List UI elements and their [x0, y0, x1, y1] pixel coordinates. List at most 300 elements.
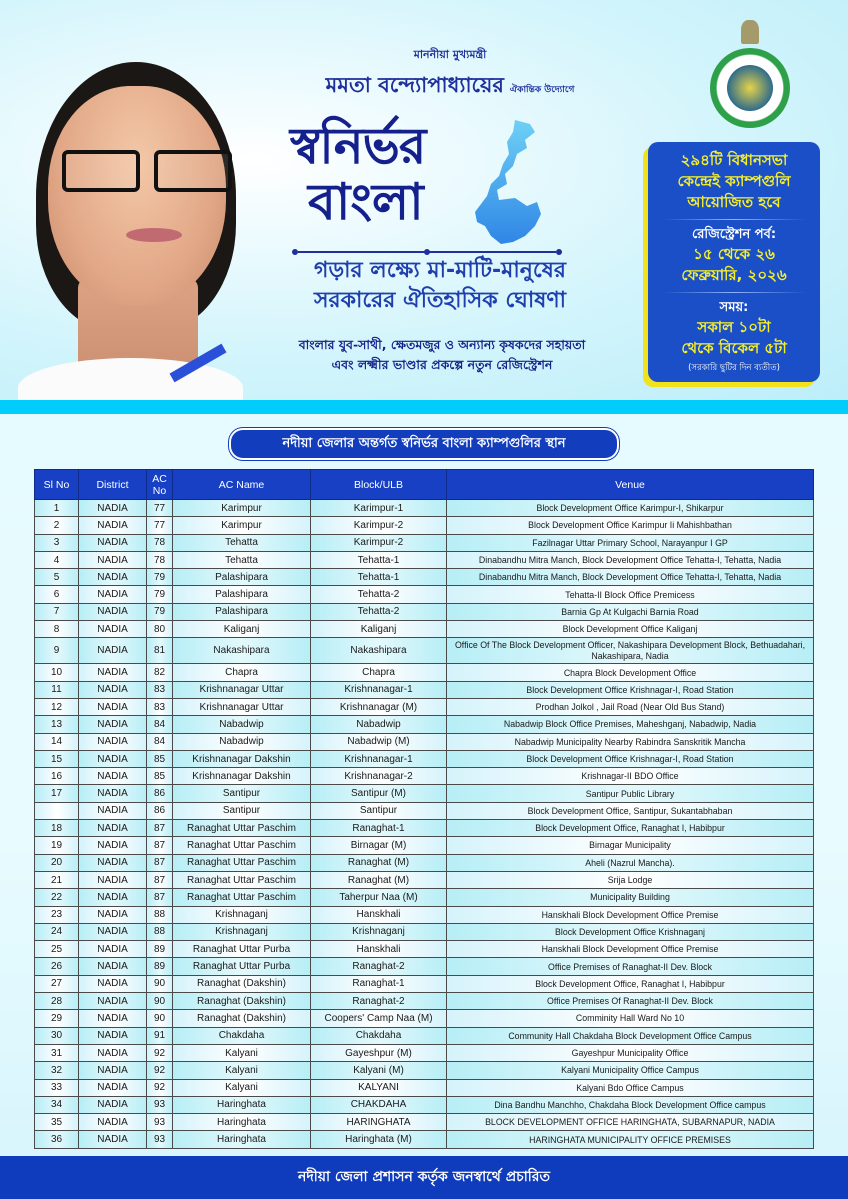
cell-ac-name: Karimpur [173, 517, 311, 534]
table-row [35, 733, 814, 750]
cell-ac-no: 92 [147, 1062, 173, 1079]
table-row [35, 603, 814, 620]
table-row [35, 975, 814, 992]
cell-ac-name: Santipur [173, 802, 311, 819]
table-row [35, 551, 814, 568]
table-row [35, 1096, 814, 1113]
ashoka-lion-icon [741, 20, 759, 44]
cell-ac-no: 87 [147, 889, 173, 906]
cell-district: NADIA [79, 1010, 147, 1027]
footer-credit: নদীয়া জেলা প্রশাসন কর্তৃক জনস্বার্থে প্রচারিত [0, 1156, 848, 1199]
cell-sl-no: 23 [35, 906, 79, 923]
cell-block: Karimpur-2 [311, 517, 447, 534]
cell-ac-no: 78 [147, 534, 173, 551]
cell-ac-name: Haringhata [173, 1131, 311, 1148]
table-row [35, 958, 814, 975]
cell-ac-no: 81 [147, 638, 173, 664]
cell-sl-no: 26 [35, 958, 79, 975]
cell-sl-no: 16 [35, 768, 79, 785]
cell-venue: Nabadwip Municipality Nearby Rabindra Sanskritik Mancha [447, 733, 814, 750]
header-ac-no: AC No [147, 470, 173, 500]
header-venue: Venue [447, 470, 814, 500]
cell-ac-no: 85 [147, 768, 173, 785]
cell-district: NADIA [79, 802, 147, 819]
cell-district: NADIA [79, 716, 147, 733]
cell-ac-no: 77 [147, 517, 173, 534]
cell-ac-no: 89 [147, 958, 173, 975]
table-row [35, 871, 814, 888]
table-row [35, 569, 814, 586]
cell-ac-no: 79 [147, 569, 173, 586]
cell-sl-no: 13 [35, 716, 79, 733]
cell-sl-no: 36 [35, 1131, 79, 1148]
cell-block: Karimpur-2 [311, 534, 447, 551]
slogan-line-2: সরকারের ঐতিহাসিক ঘোষণা [313, 288, 567, 313]
cell-district: NADIA [79, 975, 147, 992]
cell-ac-name: Krishnanagar Dakshin [173, 750, 311, 767]
cell-sl-no: 32 [35, 1062, 79, 1079]
table-row [35, 586, 814, 603]
cell-ac-name: Ranaghat (Dakshin) [173, 1010, 311, 1027]
table-row [35, 768, 814, 785]
header-ac-name: AC Name [173, 470, 311, 500]
cell-sl-no: 6 [35, 586, 79, 603]
cell-venue: Krishnagar-II BDO Office [447, 768, 814, 785]
cell-block: Hanskhali [311, 906, 447, 923]
cell-district: NADIA [79, 923, 147, 940]
cell-ac-name: Palashipara [173, 569, 311, 586]
cell-sl-no: 30 [35, 1027, 79, 1044]
title-block [250, 46, 650, 104]
table-row [35, 681, 814, 698]
cell-sl-no: 8 [35, 621, 79, 638]
cell-block: Taherpur Naa (M) [311, 889, 447, 906]
separator [662, 292, 806, 293]
table-row [35, 750, 814, 767]
cell-sl-no: 33 [35, 1079, 79, 1096]
cell-ac-no: 91 [147, 1027, 173, 1044]
cell-venue: Dinabandhu Mitra Manch, Block Development Office Tehatta-I, Tehatta, Nadia [447, 569, 814, 586]
cell-ac-no: 86 [147, 802, 173, 819]
cell-sl-no: 7 [35, 603, 79, 620]
glasses-icon [62, 150, 242, 194]
table-row [35, 993, 814, 1010]
table-row [35, 638, 814, 664]
cell-block: Kalyani (M) [311, 1062, 447, 1079]
cell-sl-no: 21 [35, 871, 79, 888]
table-row [35, 923, 814, 940]
cell-ac-no: 92 [147, 1079, 173, 1096]
cell-district: NADIA [79, 1131, 147, 1148]
header-sl-no: Sl No [35, 470, 79, 500]
cell-ac-name: Kalyani [173, 1079, 311, 1096]
cell-venue: Prodhan Jolkol , Jail Road (Near Old Bus Stand) [447, 698, 814, 715]
table-row [35, 621, 814, 638]
cell-ac-no: 84 [147, 716, 173, 733]
cell-ac-name: Tehatta [173, 551, 311, 568]
cell-ac-no: 79 [147, 586, 173, 603]
table-row [35, 802, 814, 819]
cell-district: NADIA [79, 871, 147, 888]
cell-venue: Santipur Public Library [447, 785, 814, 802]
ornament-divider [292, 249, 562, 255]
brand-line-1: স্বনির্ভর [290, 117, 426, 175]
table-row [35, 1027, 814, 1044]
cell-ac-no: 92 [147, 1044, 173, 1061]
registration-dates-1: ১৫ থেকে ২৬ [693, 245, 775, 263]
west-bengal-map-icon [455, 118, 545, 248]
cell-block: Chakdaha [311, 1027, 447, 1044]
cell-ac-name: Ranaghat Uttar Purba [173, 958, 311, 975]
table-row [35, 906, 814, 923]
cell-sl-no: 24 [35, 923, 79, 940]
cell-venue: Community Hall Chakdaha Block Development Office Campus [447, 1027, 814, 1044]
header-district: District [79, 470, 147, 500]
cell-sl-no: 19 [35, 837, 79, 854]
cell-venue: Gayeshpur Municipality Office [447, 1044, 814, 1061]
cell-venue: Block Development Office Krishnaganj [447, 923, 814, 940]
cell-ac-name: Chapra [173, 664, 311, 681]
cell-district: NADIA [79, 681, 147, 698]
cell-block: Nabadwip [311, 716, 447, 733]
govt-emblem-icon [705, 20, 795, 120]
cell-block: Coopers' Camp Naa (M) [311, 1010, 447, 1027]
cell-sl-no: 9 [35, 638, 79, 664]
cell-block: Tehatta-2 [311, 586, 447, 603]
cell-block: Birnagar (M) [311, 837, 447, 854]
cell-block: Gayeshpur (M) [311, 1044, 447, 1061]
cell-ac-name: Ranaghat Uttar Paschim [173, 854, 311, 871]
cell-district: NADIA [79, 621, 147, 638]
cell-sl-no [35, 802, 79, 819]
cell-district: NADIA [79, 1062, 147, 1079]
cell-venue: HARINGHATA MUNICIPALITY OFFICE PREMISES [447, 1131, 814, 1148]
table-row [35, 517, 814, 534]
cell-ac-name: Santipur [173, 785, 311, 802]
cm-name: মমতা বন্দ্যোপাধ্যায়ের [325, 73, 504, 97]
cell-block: HARINGHATA [311, 1114, 447, 1131]
cell-sl-no: 20 [35, 854, 79, 871]
subtext-line-2: এবং লক্ষ্মীর ভাণ্ডার প্রকল্পে নতুন রেজিস্ট্রেশন [331, 357, 553, 372]
cell-venue: Kalyani Bdo Office Campus [447, 1079, 814, 1096]
cell-venue: Block Development Office Karimpur Ii Mahishbathan [447, 517, 814, 534]
cell-ac-no: 79 [147, 603, 173, 620]
slogan [235, 256, 645, 316]
hero-banner [0, 0, 848, 400]
table-row [35, 664, 814, 681]
cell-venue: Hanskhali Block Development Office Premise [447, 941, 814, 958]
cell-sl-no: 27 [35, 975, 79, 992]
cell-ac-no: 86 [147, 785, 173, 802]
cell-ac-name: Krishnanagar Uttar [173, 681, 311, 698]
cell-ac-no: 77 [147, 500, 173, 517]
cell-district: NADIA [79, 586, 147, 603]
cell-sl-no: 22 [35, 889, 79, 906]
table-row [35, 716, 814, 733]
table-row [35, 500, 814, 517]
time-label: সময়: [719, 300, 749, 315]
subtext-line-1: বাংলার যুব-সাথী, ক্ষেতমজুর ও অন্যান্য কৃষকদের সহায়তা [298, 337, 586, 352]
cell-ac-name: Ranaghat (Dakshin) [173, 993, 311, 1010]
cell-ac-name: Palashipara [173, 586, 311, 603]
info-box [648, 142, 820, 382]
slogan-line-1: গড়ার লক্ষ্যে মা-মাটি-মানুষের [314, 258, 566, 283]
cell-ac-name: Kalyani [173, 1062, 311, 1079]
cell-block: Haringhata (M) [311, 1131, 447, 1148]
cell-block: Tehatta-1 [311, 569, 447, 586]
cell-ac-name: Ranaghat Uttar Paschim [173, 837, 311, 854]
cell-venue: Birnagar Municipality [447, 837, 814, 854]
cell-ac-no: 85 [147, 750, 173, 767]
section-title: নদীয়া জেলার অন্তর্গত স্বনির্ভর বাংলা ক্যাম্পগুলির স্থান [229, 428, 619, 460]
cell-sl-no: 17 [35, 785, 79, 802]
cell-venue: Chapra Block Development Office [447, 664, 814, 681]
cell-sl-no: 31 [35, 1044, 79, 1061]
table-row [35, 837, 814, 854]
cell-district: NADIA [79, 500, 147, 517]
cyan-divider-bar [0, 400, 848, 414]
cm-label: মাননীয়া মুখ্যমন্ত্রী [413, 48, 487, 61]
cell-ac-no: 90 [147, 1010, 173, 1027]
cell-venue: Municipality Building [447, 889, 814, 906]
cell-district: NADIA [79, 1096, 147, 1113]
cell-venue: BLOCK DEVELOPMENT OFFICE HARINGHATA, SUBARNAPUR, NADIA [447, 1114, 814, 1131]
cell-sl-no: 29 [35, 1010, 79, 1027]
cell-block: Krishnanagar (M) [311, 698, 447, 715]
cell-sl-no: 10 [35, 664, 79, 681]
cell-ac-no: 80 [147, 621, 173, 638]
cell-venue: Srija Lodge [447, 871, 814, 888]
camp-locations-table [34, 469, 814, 1149]
cell-block: KALYANI [311, 1079, 447, 1096]
cell-district: NADIA [79, 1044, 147, 1061]
cell-venue: Block Development Office Karimpur-I, Shikarpur [447, 500, 814, 517]
camps-line-1: ২৯৪টি বিধানসভা [680, 151, 788, 169]
cell-venue: Office Premises Of Ranaghat-II Dev. Block [447, 993, 814, 1010]
cell-ac-name: Ranaghat Uttar Purba [173, 941, 311, 958]
cell-venue: Aheli (Nazrul Mancha). [447, 854, 814, 871]
cell-block: Krishnaganj [311, 923, 447, 940]
cell-ac-no: 87 [147, 837, 173, 854]
table-row [35, 1044, 814, 1061]
cell-venue: Block Development Office Krishnagar-I, Road Station [447, 681, 814, 698]
cell-venue: Tehatta-II Block Office Premicess [447, 586, 814, 603]
cell-district: NADIA [79, 958, 147, 975]
cell-block: Tehatta-2 [311, 603, 447, 620]
cell-district: NADIA [79, 837, 147, 854]
cell-block: Santipur (M) [311, 785, 447, 802]
table-row [35, 1010, 814, 1027]
cell-block: Nakashipara [311, 638, 447, 664]
cell-block: Kaliganj [311, 621, 447, 638]
cell-ac-no: 84 [147, 733, 173, 750]
cell-sl-no: 28 [35, 993, 79, 1010]
cell-ac-no: 83 [147, 698, 173, 715]
cell-ac-no: 89 [147, 941, 173, 958]
cell-district: NADIA [79, 750, 147, 767]
cell-district: NADIA [79, 820, 147, 837]
cell-ac-name: Krishnaganj [173, 923, 311, 940]
separator [662, 219, 806, 220]
table-row [35, 889, 814, 906]
cell-sl-no: 14 [35, 733, 79, 750]
cell-block: Karimpur-1 [311, 500, 447, 517]
table-row [35, 820, 814, 837]
initiative-label: ঐকান্তিক উদ্যোগে [509, 85, 575, 95]
cell-district: NADIA [79, 906, 147, 923]
cell-ac-no: 88 [147, 923, 173, 940]
cell-district: NADIA [79, 768, 147, 785]
table-row [35, 534, 814, 551]
cell-district: NADIA [79, 993, 147, 1010]
table-row [35, 1062, 814, 1079]
cell-block: Ranaghat (M) [311, 871, 447, 888]
cell-block: Krishnanagar-1 [311, 750, 447, 767]
cell-district: NADIA [79, 854, 147, 871]
registration-dates-2: ফেব্রুয়ারি, ২০২৬ [681, 266, 787, 284]
brand-line-2: বাংলা [308, 173, 424, 231]
cell-district: NADIA [79, 1114, 147, 1131]
cell-district: NADIA [79, 569, 147, 586]
holiday-note: (সরকারি ছুটির দিন ব্যতীত) [688, 363, 780, 373]
cell-venue: Block Development Office, Santipur, Sukantabhaban [447, 802, 814, 819]
cell-sl-no: 3 [35, 534, 79, 551]
cell-ac-name: Ranaghat Uttar Paschim [173, 871, 311, 888]
cell-ac-name: Tehatta [173, 534, 311, 551]
cell-sl-no: 5 [35, 569, 79, 586]
cell-sl-no: 35 [35, 1114, 79, 1131]
table-row [35, 941, 814, 958]
cell-ac-no: 88 [147, 906, 173, 923]
table-row [35, 1079, 814, 1096]
cell-venue: Nabadwip Block Office Premises, Maheshganj, Nabadwip, Nadia [447, 716, 814, 733]
cell-ac-no: 87 [147, 820, 173, 837]
cell-ac-name: Kalyani [173, 1044, 311, 1061]
cell-district: NADIA [79, 785, 147, 802]
cell-ac-name: Kaliganj [173, 621, 311, 638]
cell-venue: Office Premises of Ranaghat-II Dev. Block [447, 958, 814, 975]
cell-ac-name: Palashipara [173, 603, 311, 620]
cell-ac-no: 93 [147, 1114, 173, 1131]
cell-ac-no: 93 [147, 1096, 173, 1113]
cell-ac-name: Krishnanagar Uttar [173, 698, 311, 715]
cell-ac-name: Nabadwip [173, 716, 311, 733]
cell-ac-name: Karimpur [173, 500, 311, 517]
cell-ac-name: Ranaghat Uttar Paschim [173, 889, 311, 906]
cell-block: Ranaghat (M) [311, 854, 447, 871]
cell-ac-no: 90 [147, 975, 173, 992]
cell-ac-no: 82 [147, 664, 173, 681]
cell-block: Tehatta-1 [311, 551, 447, 568]
cell-district: NADIA [79, 889, 147, 906]
cell-district: NADIA [79, 941, 147, 958]
cell-district: NADIA [79, 664, 147, 681]
cell-block: Chapra [311, 664, 447, 681]
cell-venue: Office Of The Block Development Officer, Nakashipara Development Block, Bethuadahari, Nakashipara, Nadia [447, 638, 814, 664]
cell-block: Ranaghat-1 [311, 975, 447, 992]
cell-venue: Fazilnagar Uttar Primary School, Narayanpur I GP [447, 534, 814, 551]
cell-venue: Dina Bandhu Manchho, Chakdaha Block Development Office campus [447, 1096, 814, 1113]
cell-venue: Block Development Office, Ranaghat I, Habibpur [447, 820, 814, 837]
cell-venue: Barnia Gp At Kulgachi Barnia Road [447, 603, 814, 620]
scheme-subtext [232, 335, 652, 375]
cell-sl-no: 15 [35, 750, 79, 767]
cell-district: NADIA [79, 1079, 147, 1096]
cell-block: Nabadwip (M) [311, 733, 447, 750]
cell-ac-no: 87 [147, 871, 173, 888]
cell-sl-no: 34 [35, 1096, 79, 1113]
table-row [35, 854, 814, 871]
cell-ac-no: 83 [147, 681, 173, 698]
cell-ac-name: Ranaghat (Dakshin) [173, 975, 311, 992]
chief-minister-portrait [18, 58, 243, 400]
cell-block: Ranaghat-1 [311, 820, 447, 837]
cell-sl-no: 12 [35, 698, 79, 715]
cell-block: Ranaghat-2 [311, 958, 447, 975]
cell-district: NADIA [79, 638, 147, 664]
cell-ac-no: 93 [147, 1131, 173, 1148]
table-row [35, 785, 814, 802]
cell-ac-name: Chakdaha [173, 1027, 311, 1044]
cell-ac-name: Nabadwip [173, 733, 311, 750]
cell-ac-no: 90 [147, 993, 173, 1010]
cell-district: NADIA [79, 517, 147, 534]
cell-ac-name: Krishnanagar Dakshin [173, 768, 311, 785]
time-line-2: থেকে বিকেল ৫টা [681, 339, 787, 357]
cell-ac-name: Haringhata [173, 1096, 311, 1113]
cell-sl-no: 2 [35, 517, 79, 534]
cell-block: Hanskhali [311, 941, 447, 958]
table-row [35, 1131, 814, 1148]
cell-venue: Block Development Office Krishnagar-I, Road Station [447, 750, 814, 767]
cell-sl-no: 18 [35, 820, 79, 837]
cell-venue: Block Development Office Kaliganj [447, 621, 814, 638]
cell-district: NADIA [79, 551, 147, 568]
cell-district: NADIA [79, 733, 147, 750]
table-header-row [35, 470, 814, 500]
cell-block: Krishnanagar-2 [311, 768, 447, 785]
cell-sl-no: 11 [35, 681, 79, 698]
cell-venue: Hanskhali Block Development Office Premise [447, 906, 814, 923]
cell-block: CHAKDAHA [311, 1096, 447, 1113]
cell-sl-no: 1 [35, 500, 79, 517]
cell-ac-no: 87 [147, 854, 173, 871]
cell-sl-no: 4 [35, 551, 79, 568]
cell-block: Santipur [311, 802, 447, 819]
cell-ac-name: Haringhata [173, 1114, 311, 1131]
cell-venue: Kalyani Municipality Office Campus [447, 1062, 814, 1079]
table-row [35, 1114, 814, 1131]
cell-ac-name: Nakashipara [173, 638, 311, 664]
table-row [35, 698, 814, 715]
cell-sl-no: 25 [35, 941, 79, 958]
cell-district: NADIA [79, 534, 147, 551]
cell-block: Ranaghat-2 [311, 993, 447, 1010]
cell-ac-no: 78 [147, 551, 173, 568]
registration-label: রেজিস্ট্রেশন পর্ব: [691, 227, 777, 242]
cell-district: NADIA [79, 603, 147, 620]
cell-ac-name: Ranaghat Uttar Paschim [173, 820, 311, 837]
time-line-1: সকাল ১০টা [697, 318, 771, 336]
cell-ac-name: Krishnaganj [173, 906, 311, 923]
cell-district: NADIA [79, 1027, 147, 1044]
header-block: Block/ULB [311, 470, 447, 500]
cell-venue: Dinabandhu Mitra Manch, Block Development Office Tehatta-I, Tehatta, Nadia [447, 551, 814, 568]
camps-line-3: আয়োজিত হবে [687, 193, 781, 211]
cell-venue: Block Development Office, Ranaghat I, Habibpur [447, 975, 814, 992]
cell-district: NADIA [79, 698, 147, 715]
camps-line-2: কেন্দ্রেই ক্যাম্পগুলি [677, 172, 791, 190]
